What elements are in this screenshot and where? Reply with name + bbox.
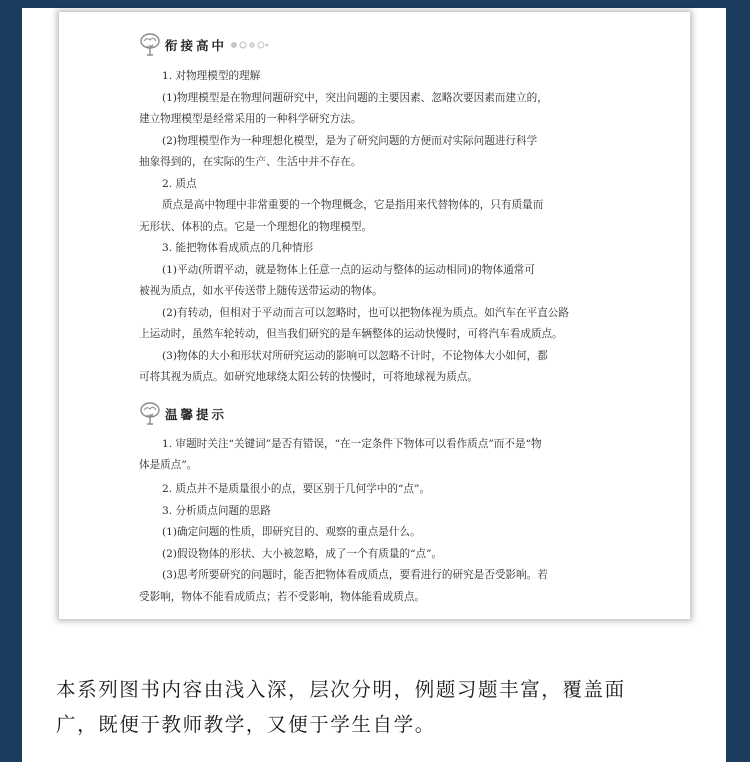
frame-top-border (0, 0, 750, 8)
tree-icon (139, 402, 161, 426)
body-text-line: (2)假设物体的形状、大小被忽略，成了一个有质量的“点”。 (162, 548, 443, 560)
body-text-line: 1. 审题时关注“关键词”是否有错误，“在一定条件下物体可以看作质点”而不是“物 (162, 438, 542, 450)
body-text-line: 3. 分析质点问题的思路 (162, 505, 271, 517)
body-text-line: 1. 对物理模型的理解 (162, 70, 261, 82)
book-page-scan (59, 12, 690, 619)
dots-decoration-icon (230, 39, 270, 51)
body-text-line: (3)思考所要研究的问题时，能否把物体看成质点，要看进行的研究是否受影响。若 (162, 569, 548, 581)
body-text-line: 建立物理模型是经常采用的一种科学研究方法。 (139, 113, 362, 125)
body-text-line: (2)有转动，但相对于平动而言可以忽略时，也可以把物体视为质点。如汽车在平直公路 (162, 307, 569, 319)
caption-line-1: 本系列图书内容由浅入深，层次分明，例题习题丰富，覆盖面 (56, 678, 626, 701)
section-header-bridging (139, 32, 270, 58)
section-header-tips (139, 401, 227, 427)
section-title: 温馨提示 (165, 407, 228, 422)
caption-line-2: 广，既便于教师教学，又便于学生自学。 (56, 713, 436, 736)
body-text-line: 可将其视为质点。如研究地球绕太阳公转的快慢时，可将地球视为质点。 (139, 371, 478, 383)
body-text-line: (1)物理模型是在物理问题研究中，突出问题的主要因素、忽略次要因素而建立的， (162, 92, 548, 104)
body-text-line: 无形状、体积的点。它是一个理想化的物理模型。 (139, 221, 373, 233)
body-text-line: 体是质点”。 (139, 459, 198, 471)
body-text-line: 上运动时，虽然车轮转动，但当我们研究的是车辆整体的运动快慢时，可将汽车看成质点。 (139, 328, 563, 340)
section-title: 衔接高中 (165, 38, 228, 53)
body-text-line: 2. 质点并不是质量很小的点，要区别于几何学中的“点”。 (162, 483, 430, 495)
body-text-line: 被视为质点，如水平传送带上随传送带运动的物体。 (139, 285, 383, 297)
body-text-line: 抽象得到的，在实际的生产、生活中并不存在。 (139, 156, 362, 168)
frame-right-border (726, 0, 750, 762)
body-text-line: 质点是高中物理中非常重要的一个物理概念，它是指用来代替物体的，只有质量而 (162, 199, 544, 211)
body-text-line: (1)确定问题的性质，即研究目的、观察的重点是什么。 (162, 526, 421, 538)
tree-icon (139, 33, 161, 57)
body-text-line: (2)物理模型作为一种理想化模型，是为了研究问题的方便而对实际问题进行科学 (162, 135, 538, 147)
body-text-line: (1)平动(所谓平动，就是物体上任意一点的运动与整体的运动相同)的物体通常可 (162, 264, 535, 276)
body-text-line: 受影响，物体不能看成质点；若不受影响，物体能看成质点。 (139, 591, 426, 603)
frame-left-border (0, 0, 22, 762)
body-text-line: 2. 质点 (162, 178, 197, 190)
body-text-line: (3)物体的大小和形状对所研究运动的影响可以忽略不计时，不论物体大小如何，都 (162, 350, 548, 362)
body-text-line: 3. 能把物体看成质点的几种情形 (162, 242, 314, 254)
